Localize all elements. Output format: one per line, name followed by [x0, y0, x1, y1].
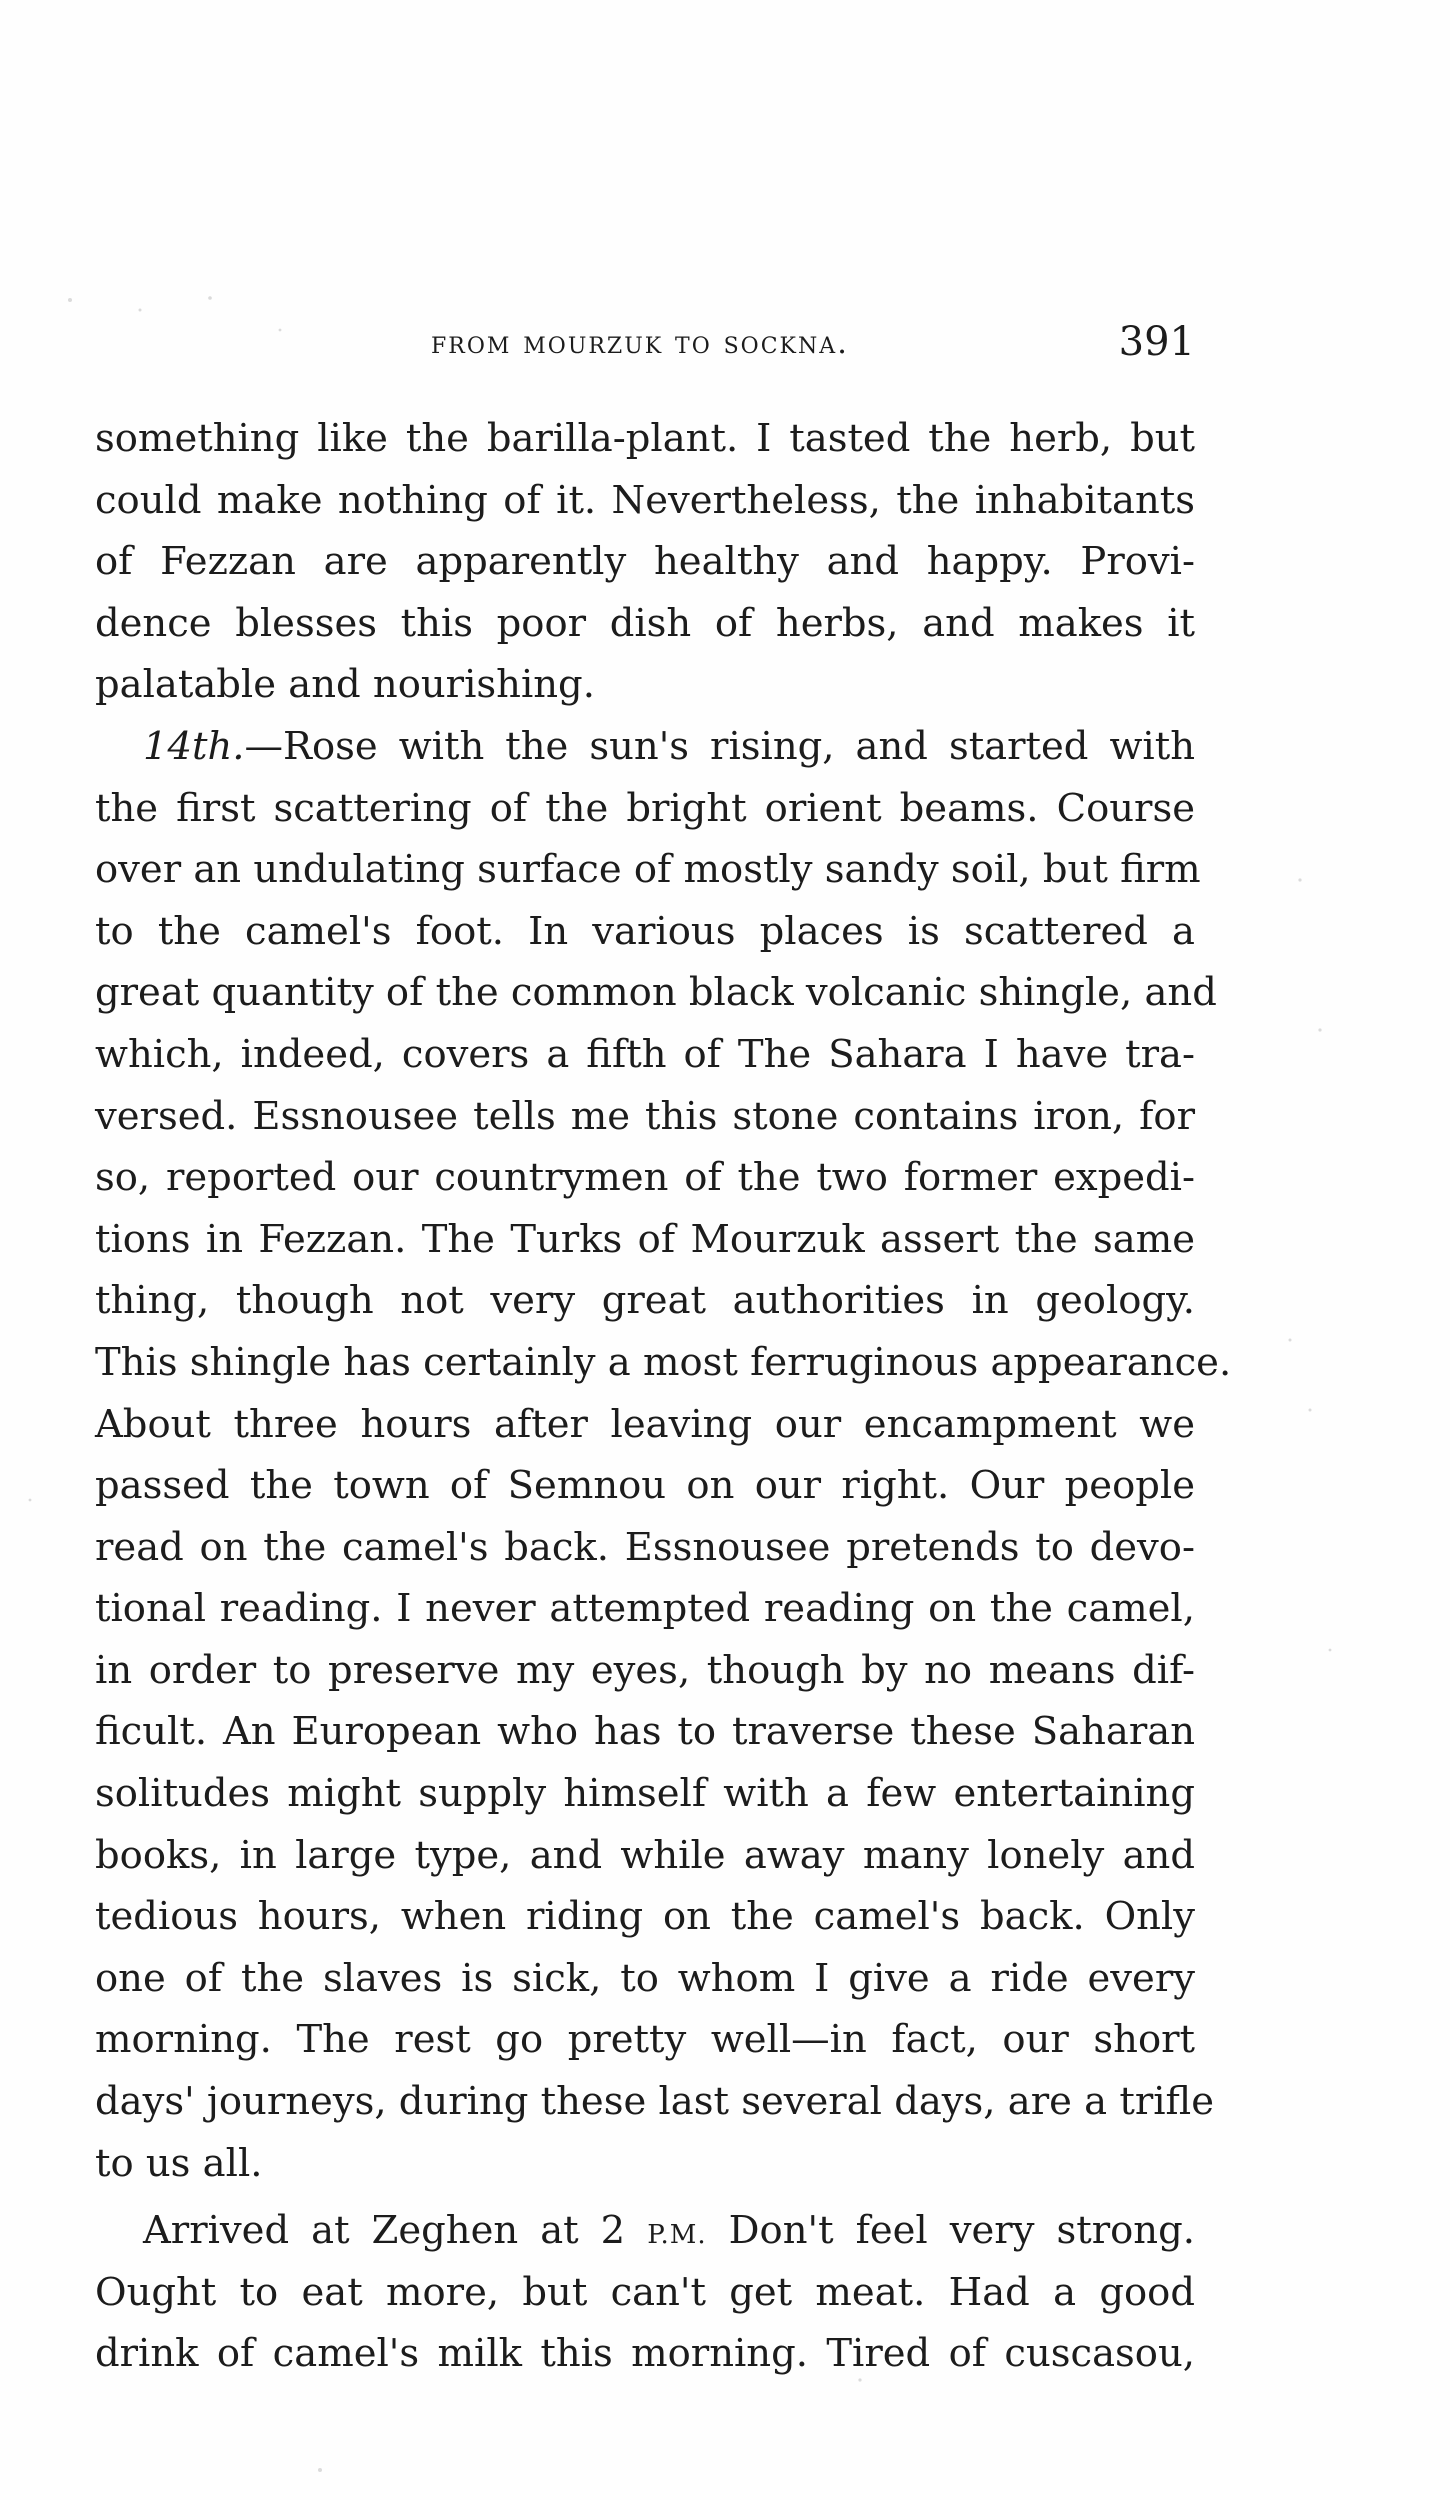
- text-line: the first scattering of the bright orient beams. Course: [95, 785, 1195, 831]
- text-line-start: Arrived at Zeghen at 2: [143, 2208, 626, 2254]
- page-number: 391: [1118, 319, 1195, 365]
- text-line: read on the camel's back. Essnousee pretends to devo-: [95, 1524, 1195, 1570]
- text-line: could make nothing of it. Nevertheless, the inhabitants: [95, 477, 1195, 523]
- text-line: books, in large type, and while away many lonely and: [95, 1832, 1195, 1878]
- text-line: passed the town of Semnou on our right. Our people: [95, 1463, 1195, 1509]
- text-line: to us all.: [95, 2140, 263, 2186]
- text-line: which, indeed, covers a fifth of The Sahara I have tra-: [95, 1031, 1195, 1077]
- text-line: versed. Essnousee tells me this stone contains iron, for: [95, 1093, 1195, 1139]
- text-line: days' journeys, during these last several days, are a trifle: [95, 2079, 1215, 2125]
- text-line: to the camel's foot. In various places is scattered a: [95, 908, 1195, 954]
- paragraph-2: [95, 716, 1232, 2194]
- text-line: one of the slaves is sick, to whom I give a ride every: [95, 1955, 1195, 2001]
- text-line: thing, though not very great authorities in geology.: [95, 1278, 1195, 1324]
- text-line: something like the barilla-plant. I tasted the herb, but: [95, 416, 1195, 461]
- text-line: in order to preserve my eyes, though by no means dif-: [95, 1647, 1195, 1693]
- text-line: palatable and nourishing.: [95, 662, 595, 708]
- body-text: [95, 408, 1232, 2385]
- text-line: This shingle has certainly a most ferruginous appearance.: [95, 1339, 1232, 1385]
- text-line: Ought to eat more, but can't get meat. Had a good: [95, 2269, 1195, 2315]
- text-line: great quantity of the common black volcanic shingle, and: [95, 970, 1217, 1016]
- running-head: [95, 319, 1195, 375]
- text-line: of Fezzan are apparently healthy and happy. Provi-: [95, 539, 1195, 585]
- text-line: [95, 716, 1195, 778]
- text-line: dence blesses this poor dish of herbs, and makes it: [95, 600, 1195, 646]
- text-line-end: Don't feel very strong.: [728, 2208, 1195, 2254]
- text-line: solitudes might supply himself with a few entertaining: [95, 1771, 1195, 1817]
- text-line-rest: —Rose with the sun's rising, and started with: [244, 723, 1195, 769]
- text-line: over an undulating surface of mostly sandy soil, but firm: [95, 847, 1201, 893]
- entry-date: 14th.: [143, 723, 245, 769]
- text-line: tedious hours, when riding on the camel's back. Only: [95, 1894, 1195, 1940]
- text-line: drink of camel's milk this morning. Tired of cuscasou,: [95, 2331, 1195, 2377]
- text-line: morning. The rest go pretty well—in fact, our short: [95, 2017, 1195, 2063]
- text-line: tions in Fezzan. The Turks of Mourzuk assert the same: [95, 1216, 1195, 1262]
- text-line: ficult. An European who has to traverse these Saharan: [95, 1709, 1195, 1755]
- text-line: so, reported our countrymen of the two former expedi-: [95, 1155, 1195, 1201]
- time-abbrev: P.M.: [647, 2220, 707, 2251]
- text-line: About three hours after leaving our encampment we: [95, 1401, 1195, 1447]
- text-line: [95, 2200, 1195, 2262]
- paragraph-1: [95, 408, 1195, 716]
- running-title: from mourzuk to sockna.: [431, 325, 849, 361]
- text-line: tional reading. I never attempted reading on the camel,: [95, 1586, 1195, 1632]
- paragraph-3: [95, 2200, 1195, 2385]
